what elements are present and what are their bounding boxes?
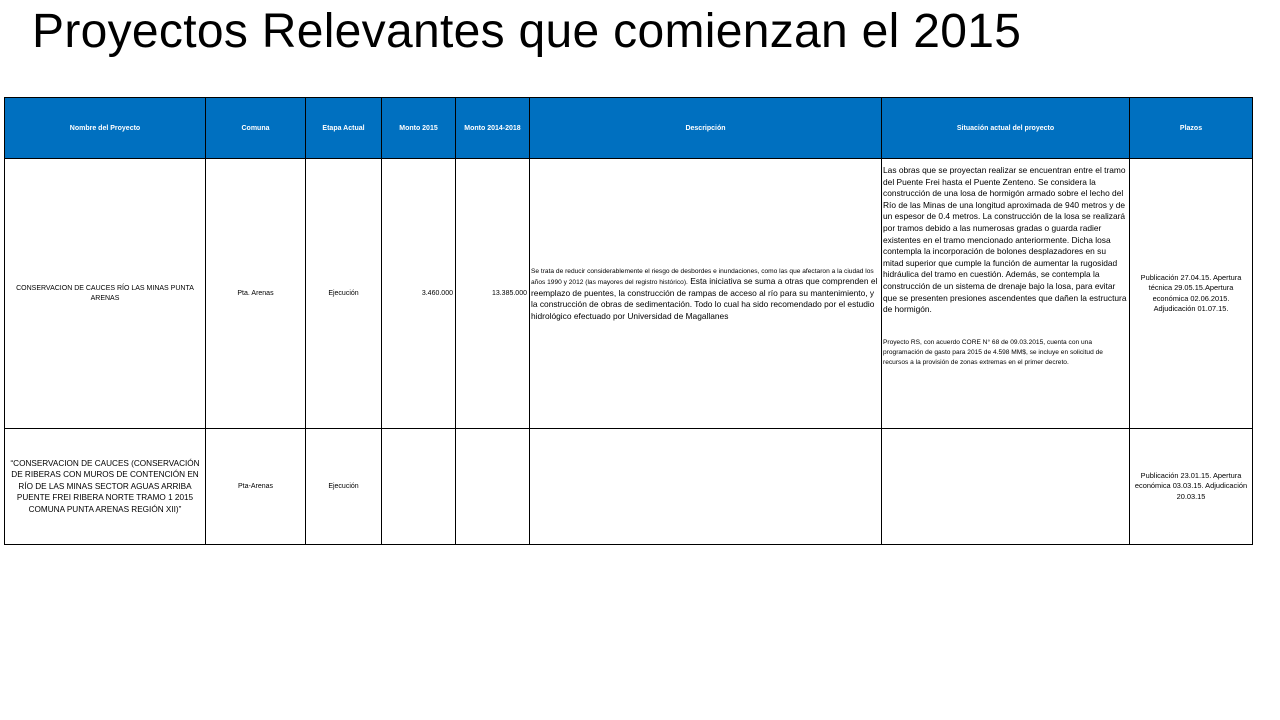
cell-situacion xyxy=(882,159,1130,429)
header-monto-2015: Monto 2015 xyxy=(382,98,456,159)
cell-plazos: Publicación 27.04.15. Apertura técnica 29.05.15.Apertura económica 02.06.2015. Adjudicación 01.07.15. xyxy=(1130,159,1253,429)
cell-nombre: “CONSERVACION DE CAUCES (CONSERVACIÓN DE RIBERAS CON MUROS DE CONTENCIÓN EN RÍO DE LAS MINAS SECTOR AGUAS ARRIBA PUENTE FREI RIBERA NORTE TRAMO 1 2015 COMUNA PUNTA ARENAS REGIÓN XII)” xyxy=(5,429,206,545)
page-title: Proyectos Relevantes que comienzan el 2015 xyxy=(32,5,1022,58)
projects-table xyxy=(4,97,1253,545)
situacion-text: Las obras que se proyectan realizar se encuentran entre el tramo del Puente Frei hasta el Puente Zenteno. Se considera la construcción de una losa de hormigón armado sobre el lecho del Río de las Minas de una longitud aproximada de 940 metros y de un espesor de 0.4 metros. La construcción de la losa se realizará por tramos debido a las numerosas gradas o guarda radier existentes en el tramo mencionado anteriormente. Dicha losa contempla la incorporación de bolones desplazadores en su mitad superior que cumple la función de aumentar la rugosidad hidráulica del tramo en cuestión. Además, se contempla la construcción de un sistema de drenaje bajo la losa, para evitar que se presenten presiones ascendentes que dañen la estructura de hormigón. xyxy=(883,165,1127,315)
cell-nombre: CONSERVACION DE CAUCES RÍO LAS MINAS PUNTA ARENAS xyxy=(5,159,206,429)
header-plazos: Plazos xyxy=(1130,98,1253,159)
cell-comuna: Pta. Arenas xyxy=(206,159,306,429)
cell-situacion xyxy=(882,429,1130,545)
cell-etapa: Ejecución xyxy=(306,429,382,545)
cell-descripcion xyxy=(530,429,882,545)
cell-descripcion xyxy=(530,159,882,429)
header-etapa: Etapa Actual xyxy=(306,98,382,159)
cell-comuna: Pta-Arenas xyxy=(206,429,306,545)
table-row xyxy=(5,159,1253,429)
cell-etapa: Ejecución xyxy=(306,159,382,429)
table-row xyxy=(5,429,1253,545)
cell-plazos: Publicación 23.01.15. Apertura económica 03.03.15. Adjudicación 20.03.15 xyxy=(1130,429,1253,545)
cell-monto-2014-2018: 13.385.000 xyxy=(456,159,530,429)
header-descripcion: Descripción xyxy=(530,98,882,159)
situacion-nota: Proyecto RS, con acuerdo CORE N° 68 de 09.03.2015, cuenta con una programación de gasto para 2015 de 4.598 MM$, se incluye en solicitud de recursos a la provisión de zonas extremas en el primer decreto. xyxy=(883,338,1103,367)
cell-monto-2014-2018 xyxy=(456,429,530,545)
header-monto-2014-2018: Monto 2014-2018 xyxy=(456,98,530,159)
descripcion-body: Esta iniciativa se suma a otras que comprenden el reemplazo de puentes, la construcción de rampas de acceso al río para su mantenimiento, y la construcción de obras de sedimentación. Todo lo cual ha sido recomendado por el estudio hidrológico efectuado por Universidad de Magallanes xyxy=(531,276,878,321)
descripcion-intro: Se trata de reducir considerablemente el riesgo de desbordes e inundaciones, como las que afectaron a la ciudad los años 1990 y 2012 (las mayores del registro histórico). xyxy=(531,267,874,287)
header-comuna: Comuna xyxy=(206,98,306,159)
cell-monto-2015 xyxy=(382,429,456,545)
header-situacion: Situación actual del proyecto xyxy=(882,98,1130,159)
cell-monto-2015: 3.460.000 xyxy=(382,159,456,429)
header-nombre: Nombre del Proyecto xyxy=(5,98,206,159)
table-header-row xyxy=(5,98,1253,159)
